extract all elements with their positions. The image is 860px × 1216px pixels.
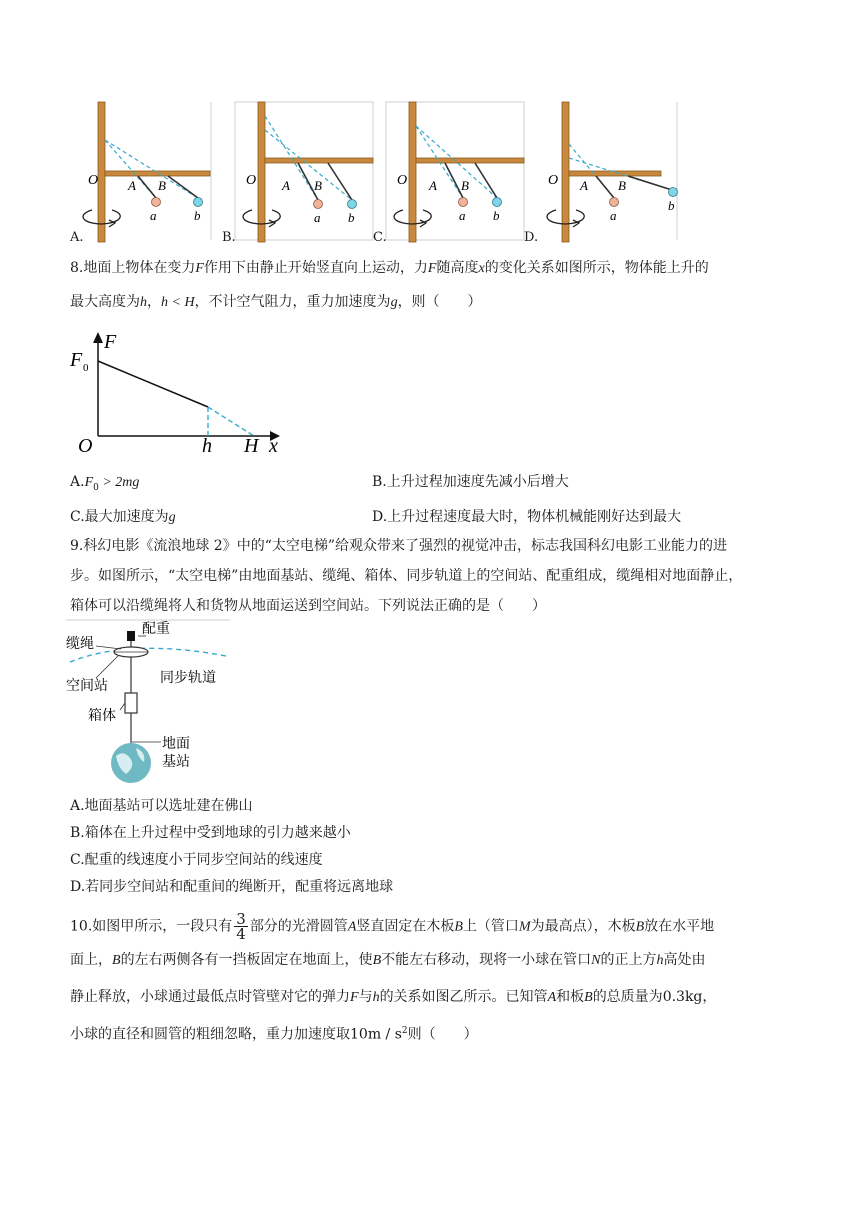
axis-label-x: x xyxy=(269,435,278,454)
q7-option-b[interactable]: B. xyxy=(222,230,236,245)
label-f0-sub: 0 xyxy=(83,362,89,374)
origin-label: O xyxy=(78,435,93,454)
tick-label-H: H xyxy=(244,435,259,454)
label-a-upper: A xyxy=(128,178,136,193)
space-elevator-figure xyxy=(66,618,236,788)
label-box: 箱体 xyxy=(88,709,116,724)
q7-figure-c xyxy=(383,100,528,245)
q10-stem-line1: 10.如图甲所示，一段只有 $\frac{3}{4}$ 部分的光滑圆管A竖直固定在木板B上（管口M为最高点），木板B放在水平地 xyxy=(70,910,715,943)
q8-option-b[interactable]: B.上升过程加速度先减小后增大 xyxy=(372,474,569,490)
label-counterweight: 配重 xyxy=(142,622,170,637)
label-b-lower: b xyxy=(194,208,201,223)
q10-stem-line2: 面上，B的左右两侧各有一挡板固定在地面上，使B不能左右移动，现将一小球在管口N的正上方h高处由 xyxy=(70,952,706,968)
label-a-lower: a xyxy=(314,210,321,225)
label-o: O xyxy=(246,173,257,188)
q7-option-d[interactable]: D. xyxy=(524,230,539,245)
q8-stem-line1: 8.地面上物体在变力F作用下由静止开始竖直向上运动，力F随高度x的变化关系如图所示，物体能上升的 xyxy=(70,260,709,276)
label-a-lower: a xyxy=(459,208,466,223)
label-a-lower: a xyxy=(610,208,617,223)
label-b-lower: b xyxy=(348,210,355,225)
label-a-lower: a xyxy=(150,208,157,223)
label-o: O xyxy=(548,173,559,188)
q7-option-a[interactable]: A. xyxy=(70,230,84,245)
q9-option-a[interactable]: A.地面基站可以选址建在佛山 xyxy=(70,798,253,814)
label-a-upper: A xyxy=(580,178,588,193)
q8-option-a[interactable]: $A.F_0 > 2mg$ xyxy=(70,474,140,493)
q9-option-d[interactable]: D.若同步空间站和配重间的绳断开，配重将远离地球 xyxy=(70,879,394,895)
label-o: O xyxy=(88,173,99,188)
label-cable: 缆绳 xyxy=(66,637,94,652)
q8-option-d[interactable]: D.上升过程速度最大时，物体机械能刚好达到最大 xyxy=(372,509,682,525)
q10-stem-line4: 小球的直径和圆管的粗细忽略，重力加速度取$10m / s^2$则（ ） xyxy=(70,1026,478,1043)
q10-stem-line3: 静止释放，小球通过最低点时管壁对它的弹力F与h的关系如图乙所示。已知管A和板B的总质量为0.3kg， xyxy=(70,989,717,1005)
tick-label-h: h xyxy=(202,435,212,454)
q7-figure-d xyxy=(536,100,681,245)
q7-option-c[interactable]: C. xyxy=(373,230,387,245)
q8-stem-line2: 最大高度为h，h < H，不计空气阻力，重力加速度为g，则（ ） xyxy=(70,294,482,310)
label-space-station: 空间站 xyxy=(66,679,108,694)
label-b-lower: b xyxy=(668,198,675,213)
q9-stem-line2: 步。如图所示，“太空电梯”由地面基站、缆绳、箱体、同步轨道上的空间站、配重组成，缆绳相对地面静止， xyxy=(70,568,743,584)
label-b-upper: B xyxy=(158,178,166,193)
fraction-three-quarters: $\frac{3}{4}$ xyxy=(236,910,246,943)
label-b-lower: b xyxy=(493,208,500,223)
label-f0: F xyxy=(70,349,83,371)
q9-option-b[interactable]: B.箱体在上升过程中受到地球的引力越来越小 xyxy=(70,825,351,841)
label-a-upper: A xyxy=(282,178,290,193)
q9-stem-line3: 箱体可以沿缆绳将人和货物从地面运送到空间站。下列说法正确的是（ ） xyxy=(70,598,546,614)
label-b-upper: B xyxy=(314,178,322,193)
label-base: 基站 xyxy=(162,755,190,770)
label-ground: 地面 xyxy=(162,737,190,752)
label-b-upper: B xyxy=(461,178,469,193)
q8-force-graph xyxy=(66,326,288,454)
label-o: O xyxy=(397,173,408,188)
q8-option-c[interactable]: C.最大加速度为g xyxy=(70,509,176,525)
label-a-upper: A xyxy=(429,178,437,193)
q9-option-c[interactable]: C.配重的线速度小于同步空间站的线速度 xyxy=(70,852,323,868)
axis-label-f: F xyxy=(104,331,117,353)
label-b-upper: B xyxy=(618,178,626,193)
q9-stem-line1: 9.科幻电影《流浪地球 2》中的“太空电梯”给观众带来了强烈的视觉冲击，标志我国科幻电影工业能力的进 xyxy=(70,538,728,554)
label-sync-orbit: 同步轨道 xyxy=(160,671,216,686)
q7-figure-a xyxy=(70,100,215,245)
q7-figure-b xyxy=(232,100,377,245)
